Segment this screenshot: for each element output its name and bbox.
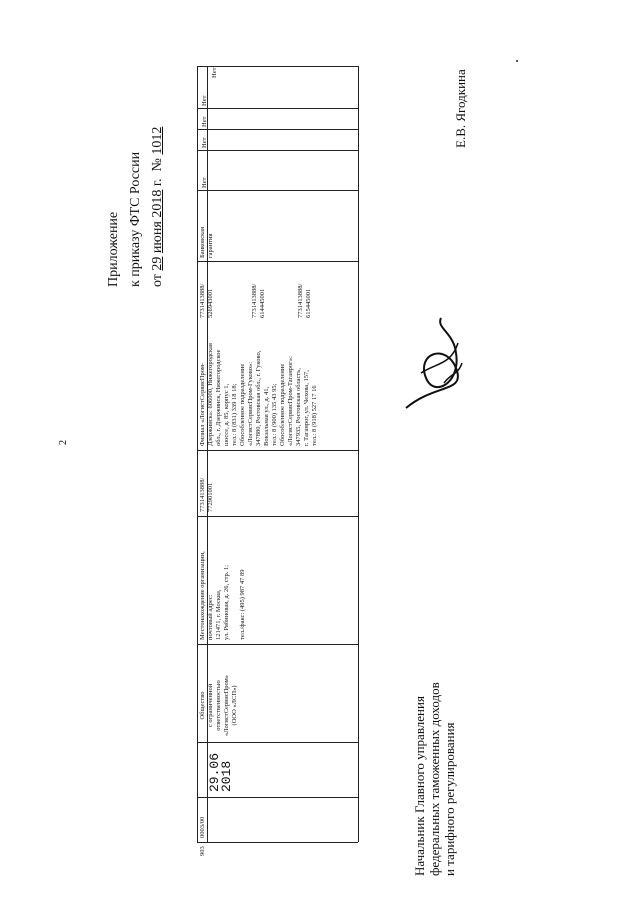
table-border bbox=[197, 842, 358, 843]
signer-title-line: Начальник Главного управления bbox=[412, 696, 427, 876]
org-line: с ограниченной bbox=[207, 683, 214, 728]
branch-line: тел.: 8 (900) 135 43 95; bbox=[271, 383, 278, 446]
code-cell: 0003/00 bbox=[199, 816, 206, 838]
org-line: Общество bbox=[199, 691, 206, 720]
inn-kpp-line: 7731413888/ bbox=[199, 477, 206, 512]
table-border bbox=[197, 129, 358, 130]
location-line: ул. Рябиновая, д. 26, стр. 1; bbox=[223, 564, 230, 640]
no-cell: Нет bbox=[201, 177, 208, 188]
guarantee-line: гарантия bbox=[207, 233, 214, 258]
branch-line: 347880, Ростовская обл., г. Гуково, bbox=[255, 350, 262, 446]
order-year-suffix: г. bbox=[150, 178, 165, 187]
signer-name: Е.В. Ягодкина bbox=[453, 69, 468, 148]
registry-table bbox=[197, 66, 358, 856]
page-number-text: 2 bbox=[58, 440, 69, 445]
no-cell: Нет bbox=[201, 95, 208, 106]
signer-title-line: федеральных таможенных доходов bbox=[427, 682, 442, 876]
branch-line: Вокзальная ул., д. 41, bbox=[263, 386, 270, 446]
signer-title-line: и тарифного регулирования bbox=[442, 722, 457, 876]
scan-dot bbox=[516, 60, 518, 62]
date-year: 2018 bbox=[219, 760, 234, 792]
appendix-line-3 bbox=[147, 127, 169, 287]
guarantee-cell bbox=[199, 227, 215, 258]
branch-line: тел.: 8 (831) 339 18 18; bbox=[231, 383, 238, 446]
branch-inn-1 bbox=[199, 284, 215, 318]
branch-inn-3 bbox=[297, 284, 313, 318]
branches-cell bbox=[199, 343, 319, 446]
org-line: «ЛогистСервисПром» bbox=[223, 674, 230, 736]
row-number-cell: 903 bbox=[199, 846, 206, 856]
table-border bbox=[197, 450, 358, 451]
branch-line: Дзержинск»: 606000, Нижегородская bbox=[207, 343, 214, 446]
branch-line: обл., г. Дзержинск, Нижегородское bbox=[215, 349, 222, 446]
table-border bbox=[197, 742, 358, 743]
branch-inn-a: 7731413888/ bbox=[199, 283, 206, 318]
table-border bbox=[197, 66, 198, 842]
table-border bbox=[197, 644, 358, 645]
branch-line: Обособленное подразделение bbox=[279, 363, 286, 446]
date-day-month: 29.06 bbox=[207, 752, 222, 792]
branch-line: г. Таганрог, ул. Чехова, 157, bbox=[303, 370, 310, 446]
branch-line: Обособленное подразделение bbox=[239, 363, 246, 446]
inn-kpp-cell bbox=[199, 478, 215, 512]
location-line: Местонахождение организации, bbox=[199, 551, 206, 640]
branch-inn-b: 614445001 bbox=[259, 288, 266, 318]
table-border bbox=[358, 66, 359, 842]
branch-inn-a: 7731413888/ bbox=[251, 283, 258, 318]
org-line: ответственностью bbox=[215, 680, 222, 731]
table-border bbox=[197, 797, 358, 798]
appendix-heading bbox=[103, 127, 169, 287]
location-line: 121471, г. Москва, bbox=[215, 589, 222, 640]
appendix-line-1: Приложение bbox=[106, 211, 121, 287]
branch-line: «ЛогистСервисПром-Таганрог»: bbox=[287, 356, 294, 446]
organization-cell bbox=[199, 675, 239, 736]
guarantee-line: Банковская bbox=[199, 226, 206, 258]
no-cell: Нет bbox=[211, 67, 218, 78]
signature-graphic bbox=[396, 313, 476, 433]
table-border bbox=[197, 516, 358, 517]
order-number: 1012 bbox=[150, 126, 165, 155]
branch-line: тел.: 8 (918) 527 17 16 bbox=[311, 385, 318, 446]
location-cell bbox=[199, 551, 247, 640]
location-line: тел./факс: (495) 987 47 89 bbox=[239, 569, 246, 640]
table-border bbox=[197, 261, 358, 262]
org-line: (ООО «ЛСП») bbox=[231, 685, 238, 726]
order-date-prefix: от bbox=[150, 274, 165, 287]
branch-inn-a: 7731413888/ bbox=[297, 283, 304, 318]
order-day: 29 bbox=[150, 256, 165, 271]
branch-inn-2 bbox=[251, 284, 267, 318]
order-number-label: № bbox=[150, 158, 165, 172]
branch-line: 347935, Ростовская область, bbox=[295, 368, 302, 446]
branch-inn-b: 526943001 bbox=[207, 288, 214, 318]
location-line: почтовый адрес: bbox=[207, 594, 214, 640]
table-border bbox=[197, 190, 358, 191]
branch-inn-b: 615445001 bbox=[305, 288, 312, 318]
no-cell: Нет bbox=[201, 137, 208, 148]
signer-title bbox=[412, 682, 457, 876]
branch-line: «ЛогистСервисПром-Гуково»: bbox=[247, 361, 254, 446]
table-border bbox=[197, 108, 358, 109]
branch-line: Филиал «ЛогистСервисПром- bbox=[199, 362, 206, 446]
inn-kpp-line: 772901001 bbox=[207, 482, 214, 512]
table-border bbox=[197, 66, 358, 67]
appendix-line-2: к приказу ФТС России bbox=[128, 151, 143, 287]
date-cell bbox=[209, 753, 233, 792]
no-cell: Нет bbox=[201, 116, 208, 127]
branch-line: шоссе, д. 85, корпус 1, bbox=[223, 383, 230, 446]
order-month-year: июня 2018 bbox=[150, 189, 165, 254]
table-border bbox=[197, 150, 358, 151]
